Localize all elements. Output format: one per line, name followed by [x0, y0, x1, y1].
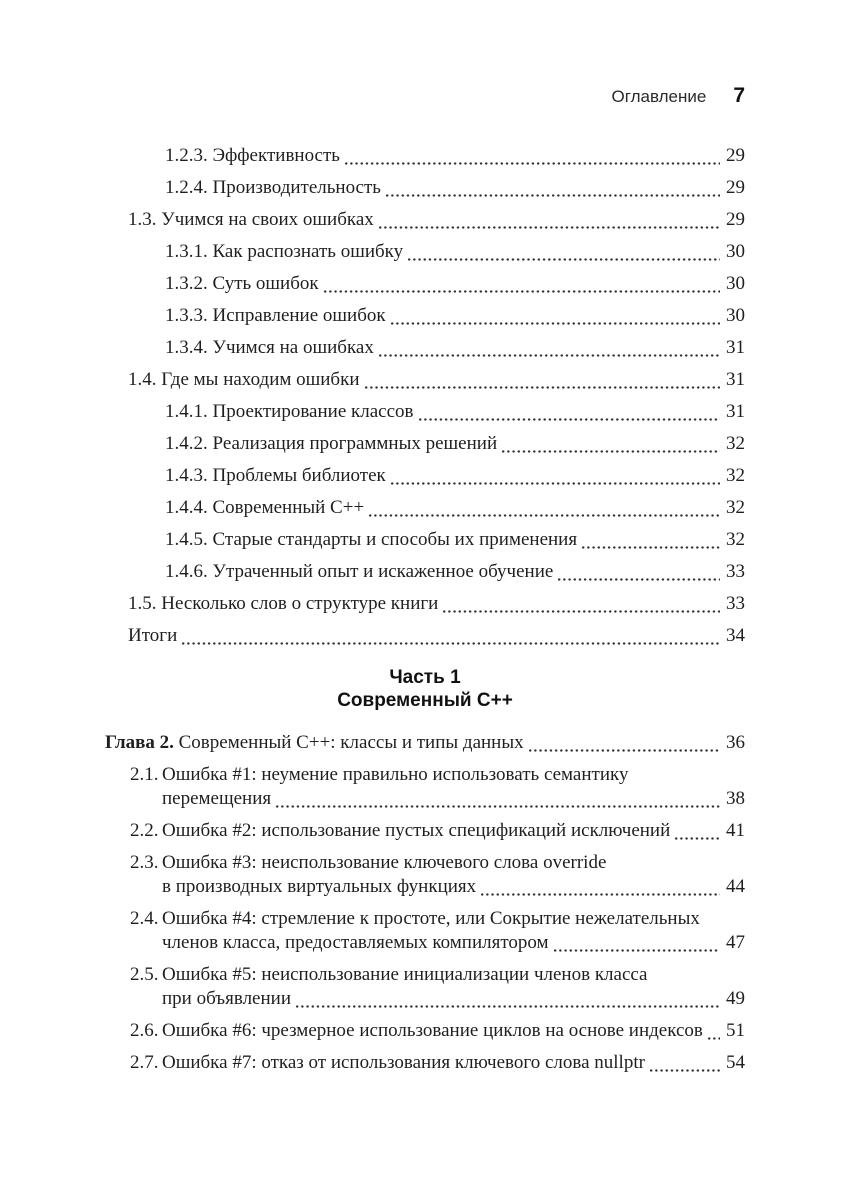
- toc-entry-lastline: [162, 931, 745, 955]
- dot-leader: [177, 624, 724, 648]
- toc-entry-text: 1.4.6. Утраченный опыт и искаженное обучение: [165, 561, 554, 582]
- dot-leader: [703, 1019, 724, 1043]
- toc-entry-text: при объявлении: [162, 988, 291, 1009]
- toc-entry-text: 1.4.3. Проблемы библиотек: [165, 465, 386, 486]
- toc-entry-page: 29: [726, 145, 745, 166]
- toc-entry-body: [162, 851, 745, 899]
- toc-entry-page: 32: [726, 529, 745, 550]
- toc-entry-lastline: [165, 496, 745, 520]
- toc-entry-page: 31: [726, 337, 745, 358]
- toc-entry: [105, 851, 745, 899]
- toc-entry: [105, 819, 745, 843]
- part-heading: [105, 666, 745, 712]
- dot-leader: [364, 496, 724, 520]
- dot-leader: [645, 1051, 724, 1075]
- toc-entry: [105, 1019, 745, 1043]
- dot-leader: [577, 528, 724, 552]
- toc-entry: [105, 528, 745, 552]
- toc-entry-lastline: [128, 208, 745, 232]
- dot-leader: [340, 144, 724, 168]
- toc-entry-text: 1.4.1. Проектирование классов: [165, 401, 414, 422]
- toc-entry-text: в производных виртуальных функциях: [162, 876, 477, 897]
- dot-leader: [524, 731, 724, 755]
- toc-entry-lastline: [165, 304, 745, 328]
- toc-entry: [105, 272, 745, 296]
- toc-entry-page: 31: [726, 401, 745, 422]
- toc-entry: [105, 176, 745, 200]
- toc-entry-page: 34: [726, 625, 745, 646]
- toc-entry: [105, 432, 745, 456]
- toc-entry-page: 38: [726, 788, 745, 809]
- toc-entry-text: 1.4.4. Современный C++: [165, 497, 365, 518]
- toc-entry-number: 2.1.: [130, 764, 159, 785]
- dot-leader: [497, 432, 724, 456]
- toc-entry-page: 29: [726, 209, 745, 230]
- toc-entry-lastline: [162, 1051, 745, 1075]
- toc-entry-lastline: [162, 787, 745, 811]
- toc-entry-body: [162, 907, 745, 955]
- toc-entry: [105, 731, 745, 755]
- toc-entry-page: 44: [726, 876, 745, 897]
- toc-entry: [105, 963, 745, 1011]
- toc-entry-body: [162, 1019, 745, 1043]
- dot-leader: [374, 336, 724, 360]
- toc-entry-page: 32: [726, 465, 745, 486]
- dot-leader: [319, 272, 724, 296]
- toc-entry: [105, 368, 745, 392]
- toc-entry-text: 1.2.3. Эффективность: [165, 145, 340, 166]
- toc-entry: [105, 763, 745, 811]
- toc-entry-text: 1.3.2. Суть ошибок: [165, 273, 319, 294]
- toc-entry-text: Ошибка #2: использование пустых спецификаций исключений: [162, 820, 671, 841]
- toc-entry-text: Ошибка #4: стремление к простоте, или Сокрытие нежелательных: [162, 908, 700, 929]
- toc-entry-page: 33: [726, 561, 745, 582]
- dot-leader: [374, 208, 724, 232]
- toc-entry-body: [162, 763, 745, 811]
- toc-entry-number: 2.2.: [130, 820, 159, 841]
- toc-entry-text: 1.4.2. Реализация программных решений: [165, 433, 498, 454]
- dot-leader: [553, 560, 724, 584]
- toc-entry-page: 32: [726, 497, 745, 518]
- part-heading-line: Часть 1: [389, 667, 461, 688]
- toc-entry: [105, 907, 745, 955]
- chapter-label: Глава 2.: [105, 732, 174, 753]
- toc-entry-body: [162, 819, 745, 843]
- toc-entry: [105, 240, 745, 264]
- toc-entry-lastline: [165, 560, 745, 584]
- toc-entry: [105, 592, 745, 616]
- toc-entry: [105, 1051, 745, 1075]
- toc-entry-text: Ошибка #7: отказ от использования ключевого слова nullptr: [162, 1052, 645, 1073]
- toc-entry: [105, 400, 745, 424]
- table-of-contents: [105, 144, 745, 1083]
- toc-entry: [105, 464, 745, 488]
- toc-entry-page: 29: [726, 177, 745, 198]
- toc-entry-text: 1.2.4. Производительность: [165, 177, 381, 198]
- toc-entry-lastline: [162, 875, 745, 899]
- dot-leader: [438, 592, 724, 616]
- toc-entry-page: 30: [726, 273, 745, 294]
- toc-entry-lastline: [162, 819, 745, 843]
- dot-leader: [386, 464, 724, 488]
- toc-entry-page: 51: [726, 1020, 745, 1041]
- running-header: [105, 84, 745, 108]
- toc-entry-text: членов класса, предоставляемых компилятором: [162, 932, 549, 953]
- toc-entry-text: Ошибка #6: чрезмерное использование циклов на основе индексов: [162, 1020, 703, 1041]
- toc-entry-text: Ошибка #1: неумение правильно использовать семантику: [162, 764, 629, 785]
- toc-entry-text: 1.3.3. Исправление ошибок: [165, 305, 386, 326]
- toc-entry-lastline: [128, 624, 745, 648]
- toc-entry-text: Ошибка #3: неиспользование ключевого слова override: [162, 852, 607, 873]
- toc-entry-text: Ошибка #5: неиспользование инициализации членов класса: [162, 964, 648, 985]
- toc-entry: [105, 144, 745, 168]
- toc-entry-page: 32: [726, 433, 745, 454]
- toc-entry-body: [162, 963, 745, 1011]
- toc-entry-lastline: [128, 592, 745, 616]
- toc-entry: [105, 304, 745, 328]
- toc-entry-body: [162, 1051, 745, 1075]
- toc-entry-page: 36: [726, 732, 745, 753]
- toc-entry-page: 30: [726, 305, 745, 326]
- toc-entry: [105, 560, 745, 584]
- toc-entry-text: Глава 2. Современный C++: классы и типы данных: [105, 732, 524, 753]
- toc-entry-lastline: [162, 1019, 745, 1043]
- toc-entry-text: Итоги: [128, 625, 178, 646]
- dot-leader: [386, 304, 724, 328]
- toc-entry-lastline: [165, 464, 745, 488]
- dot-leader: [476, 875, 724, 899]
- toc-entry-lastline: [165, 240, 745, 264]
- page-number: 7: [733, 84, 745, 107]
- dot-leader: [670, 819, 724, 843]
- dot-leader: [403, 240, 724, 264]
- dot-leader: [291, 987, 724, 1011]
- toc-entry-text: 1.4.5. Старые стандарты и способы их применения: [165, 529, 578, 550]
- toc-entry-page: 54: [726, 1052, 745, 1073]
- toc-entry-lastline: [162, 987, 745, 1011]
- dot-leader: [271, 787, 724, 811]
- toc-entry-lastline: [128, 368, 745, 392]
- toc-entry: [105, 336, 745, 360]
- toc-entry-page: 41: [726, 820, 745, 841]
- toc-entry-text: 1.4. Где мы находим ошибки: [128, 369, 360, 390]
- toc-entry-lastline: [105, 731, 745, 755]
- toc-entry-page: 33: [726, 593, 745, 614]
- toc-entry-number: 2.7.: [130, 1052, 159, 1073]
- toc-entry: [105, 496, 745, 520]
- toc-entry: [105, 208, 745, 232]
- toc-entry-lastline: [165, 144, 745, 168]
- toc-entry-lastline: [165, 528, 745, 552]
- part-heading-line: Современный C++: [337, 690, 513, 711]
- toc-entry-text: 1.5. Несколько слов о структуре книги: [128, 593, 439, 614]
- toc-entry-lastline: [165, 432, 745, 456]
- dot-leader: [381, 176, 724, 200]
- toc-entry-lastline: [165, 272, 745, 296]
- running-header-title: Оглавление: [611, 87, 707, 106]
- toc-entry-lastline: [165, 176, 745, 200]
- toc-entry-lastline: [165, 400, 745, 424]
- toc-entry-text: 1.3. Учимся на своих ошибках: [128, 209, 374, 230]
- toc-entry-page: 31: [726, 369, 745, 390]
- toc-entry-page: 30: [726, 241, 745, 262]
- toc-entry-page: 47: [726, 932, 745, 953]
- toc-entry-text: 1.3.1. Как распознать ошибку: [165, 241, 404, 262]
- toc-entry-number: 2.4.: [130, 908, 159, 929]
- toc-entry-text: 1.3.4. Учимся на ошибках: [165, 337, 374, 358]
- toc-entry-number: 2.6.: [130, 1020, 159, 1041]
- toc-entry-page: 49: [726, 988, 745, 1009]
- dot-leader: [549, 931, 724, 955]
- dot-leader: [360, 368, 725, 392]
- dot-leader: [414, 400, 725, 424]
- toc-entry-lastline: [165, 336, 745, 360]
- toc-entry: [105, 624, 745, 648]
- toc-entry-number: 2.3.: [130, 852, 159, 873]
- toc-entry-number: 2.5.: [130, 964, 159, 985]
- toc-entry-text: перемещения: [162, 788, 272, 809]
